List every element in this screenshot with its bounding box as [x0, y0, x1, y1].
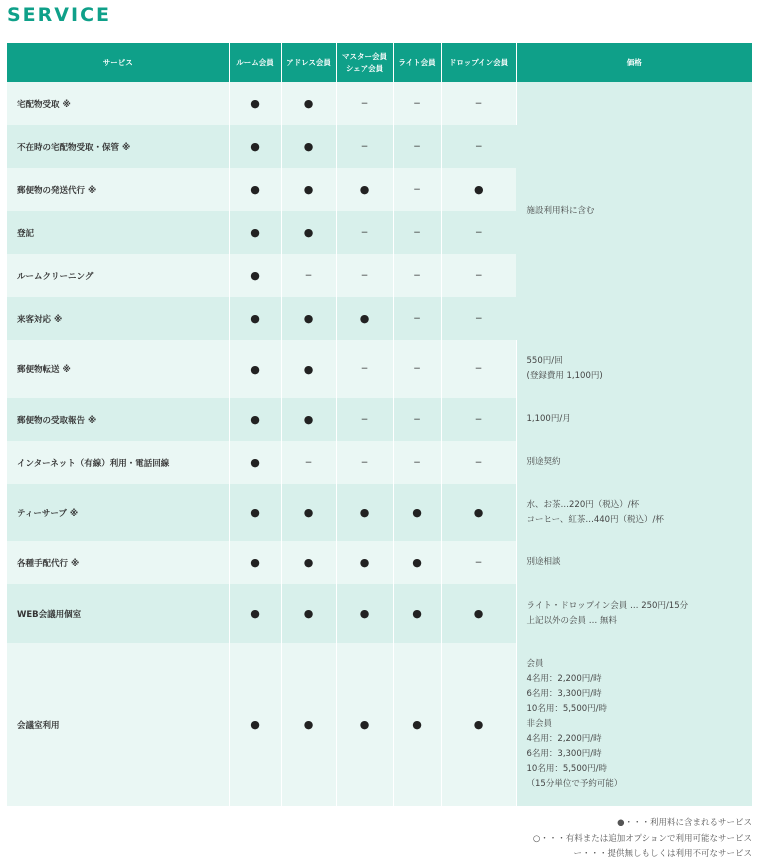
availability-mark: − — [393, 125, 441, 168]
service-name: 各種手配代行 ※ — [7, 541, 229, 584]
table-row — [7, 398, 752, 441]
availability-mark: ● — [281, 297, 336, 340]
price-line: 別途契約 — [526, 457, 561, 467]
service-name: 郵便物の受取報告 ※ — [7, 398, 229, 441]
availability-mark: ● — [229, 584, 281, 643]
service-table — [7, 43, 752, 806]
table-body — [7, 82, 752, 806]
availability-mark: − — [393, 340, 441, 398]
availability-mark: − — [336, 398, 393, 441]
legend-optional: ○・・・有料または追加オプションで利用可能なサービス — [532, 833, 752, 844]
service-name: 郵便物の発送代行 ※ — [7, 168, 229, 211]
availability-mark: − — [441, 82, 516, 125]
header-light-member: ライト会員 — [393, 43, 441, 82]
availability-mark: ● — [281, 211, 336, 254]
availability-mark: ● — [336, 643, 393, 806]
service-name: 来客対応 ※ — [7, 297, 229, 340]
service-name: 会議室利用 — [7, 643, 229, 806]
availability-mark: ● — [336, 484, 393, 541]
page-title: SERVICE — [7, 4, 111, 26]
availability-mark: − — [393, 441, 441, 484]
price-line: 6名用：3,300円/時 — [526, 749, 602, 759]
price-line: （15分単位で予約可能） — [526, 779, 623, 789]
price-line: 550円/回 — [526, 356, 563, 366]
availability-mark: − — [441, 297, 516, 340]
availability-mark: ● — [229, 643, 281, 806]
availability-mark: − — [441, 541, 516, 584]
table-row — [7, 541, 752, 584]
table-row — [7, 643, 752, 806]
availability-mark: ● — [281, 484, 336, 541]
availability-mark: ● — [229, 254, 281, 297]
table-row — [7, 82, 752, 125]
availability-mark: ● — [229, 441, 281, 484]
availability-mark: ● — [393, 643, 441, 806]
price-cell — [516, 584, 752, 643]
price-cell — [516, 643, 752, 806]
header-master-share-member — [336, 43, 393, 82]
availability-mark: − — [336, 211, 393, 254]
availability-mark: − — [393, 398, 441, 441]
header-dropin-member: ドロップイン会員 — [441, 43, 516, 82]
availability-mark: ● — [229, 541, 281, 584]
availability-mark: ● — [281, 541, 336, 584]
header-room-member: ルーム会員 — [229, 43, 281, 82]
availability-mark: ● — [393, 541, 441, 584]
price-line: (登録費用 1,100円) — [526, 371, 603, 381]
header-master-line1: マスター会員 — [342, 51, 387, 61]
price-cell — [516, 541, 752, 584]
price-line: 10名用：5,500円/時 — [526, 704, 608, 714]
availability-mark: ● — [281, 82, 336, 125]
price-line: 4名用：2,200円/時 — [526, 734, 602, 744]
service-name: インターネット（有線）利用・電話回線 — [7, 441, 229, 484]
availability-mark: − — [393, 82, 441, 125]
availability-mark: ● — [229, 168, 281, 211]
price-line: 10名用：5,500円/時 — [526, 764, 608, 774]
service-name: 郵便物転送 ※ — [7, 340, 229, 398]
availability-mark: ● — [281, 168, 336, 211]
price-cell — [516, 441, 752, 484]
availability-mark: − — [336, 441, 393, 484]
price-line: 水、お茶…220円（税込）/杯 — [526, 499, 640, 510]
price-line: ライト・ドロップイン会員 … 250円/15分 — [526, 600, 689, 611]
availability-mark: ● — [441, 584, 516, 643]
availability-mark: − — [441, 340, 516, 398]
price-line: 上記以外の会員 … 無料 — [526, 615, 617, 626]
price-line: 6名用：3,300円/時 — [526, 689, 602, 699]
availability-mark: ● — [441, 168, 516, 211]
service-name: ティーサーブ ※ — [7, 484, 229, 541]
availability-mark: − — [281, 254, 336, 297]
availability-mark: − — [441, 254, 516, 297]
availability-mark: − — [336, 125, 393, 168]
availability-mark: − — [336, 254, 393, 297]
availability-mark: − — [336, 340, 393, 398]
availability-mark: − — [441, 125, 516, 168]
header-address-member: アドレス会員 — [281, 43, 336, 82]
price-line: 会員 — [526, 659, 544, 669]
availability-mark: ● — [281, 125, 336, 168]
price-line: 別途相談 — [526, 557, 561, 567]
availability-mark: ● — [229, 398, 281, 441]
table-row — [7, 484, 752, 541]
price-cell — [516, 340, 752, 398]
availability-mark: − — [281, 441, 336, 484]
table-row — [7, 340, 752, 398]
table-header-row — [7, 43, 752, 82]
availability-mark: − — [441, 441, 516, 484]
service-name: WEB会議用個室 — [7, 584, 229, 643]
availability-mark: − — [441, 211, 516, 254]
availability-mark: − — [393, 254, 441, 297]
availability-mark: ● — [336, 584, 393, 643]
legend — [533, 816, 752, 863]
service-name: ルームクリーニング — [7, 254, 229, 297]
availability-mark: ● — [229, 484, 281, 541]
availability-mark: ● — [229, 211, 281, 254]
price-cell — [516, 398, 752, 441]
legend-included: ●・・・利用料に含まれるサービス — [617, 818, 752, 828]
legend-unavailable: ー・・・提供無しもしくは利用不可なサービス — [573, 849, 752, 859]
header-price: 価格 — [516, 43, 752, 82]
price-cell — [516, 484, 752, 541]
table-row — [7, 441, 752, 484]
availability-mark: − — [393, 297, 441, 340]
service-name: 登記 — [7, 211, 229, 254]
availability-mark: − — [393, 211, 441, 254]
header-master-line2: シェア会員 — [345, 63, 384, 73]
availability-mark: ● — [441, 643, 516, 806]
availability-mark: − — [441, 398, 516, 441]
service-name: 不在時の宅配物受取・保管 ※ — [7, 125, 229, 168]
availability-mark: ● — [336, 541, 393, 584]
availability-mark: ● — [281, 340, 336, 398]
availability-mark: ● — [229, 297, 281, 340]
shared-price-cell: 施設利用料に含む — [516, 82, 752, 340]
availability-mark: ● — [393, 484, 441, 541]
availability-mark: − — [393, 168, 441, 211]
availability-mark: ● — [281, 643, 336, 806]
availability-mark: ● — [229, 340, 281, 398]
availability-mark: ● — [393, 584, 441, 643]
header-service: サービス — [7, 43, 229, 82]
price-line: 4名用：2,200円/時 — [526, 674, 602, 684]
availability-mark: − — [336, 82, 393, 125]
availability-mark: ● — [281, 398, 336, 441]
price-line: 非会員 — [526, 719, 553, 729]
availability-mark: ● — [229, 82, 281, 125]
availability-mark: ● — [281, 584, 336, 643]
price-line: コーヒー、紅茶…440円（税込）/杯 — [526, 514, 664, 525]
service-name: 宅配物受取 ※ — [7, 82, 229, 125]
table-row — [7, 584, 752, 643]
availability-mark: ● — [336, 297, 393, 340]
price-line: 1,100円/月 — [526, 414, 571, 424]
availability-mark: ● — [441, 484, 516, 541]
availability-mark: ● — [229, 125, 281, 168]
availability-mark: ● — [336, 168, 393, 211]
